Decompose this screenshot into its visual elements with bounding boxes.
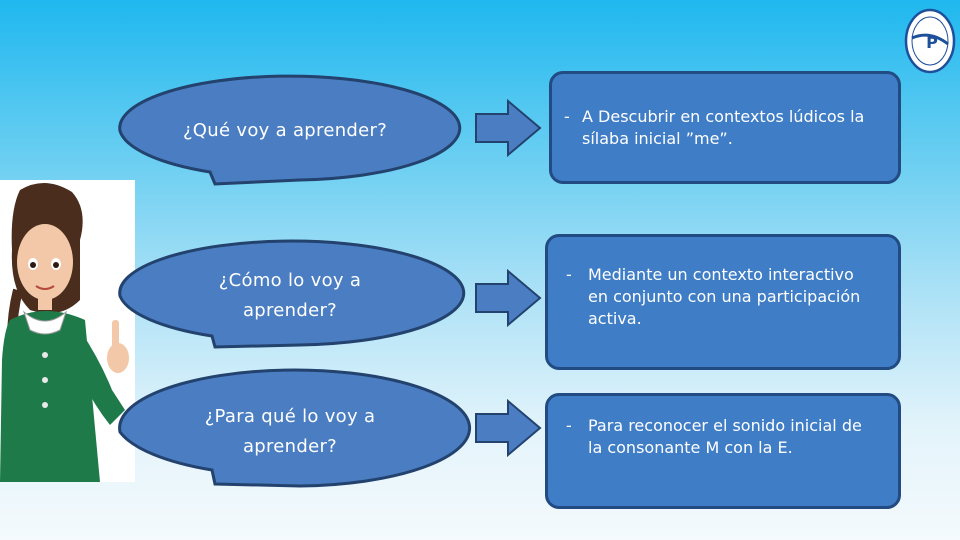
answer-what: A Descubrir en contextos lúdicos la sílaba inicial ”me”.: [582, 107, 865, 148]
answer-why: Para reconocer el sonido inicial de la consonante M con la E.: [588, 416, 862, 457]
question-what: ¿Qué voy a aprender?: [182, 120, 388, 141]
right-arrow-icon: [472, 98, 544, 158]
answer-box-why: [545, 393, 901, 509]
bullet-dash: -: [564, 107, 570, 126]
right-arrow-icon: [472, 268, 544, 328]
right-arrow-icon: [472, 398, 544, 458]
bullet-dash: -: [566, 265, 572, 284]
answer-box-how: [545, 234, 901, 370]
question-why: ¿Para qué lo voy a aprender?: [204, 406, 376, 457]
answer-how: Mediante un contexto interactivo en conjunto con una participación activa.: [588, 265, 861, 328]
bullet-dash: -: [566, 416, 572, 435]
svg-text:P: P: [926, 33, 938, 52]
school-logo: [904, 8, 956, 74]
answer-box-what: [549, 71, 901, 184]
question-how: ¿Cómo lo voy a aprender?: [218, 270, 362, 321]
